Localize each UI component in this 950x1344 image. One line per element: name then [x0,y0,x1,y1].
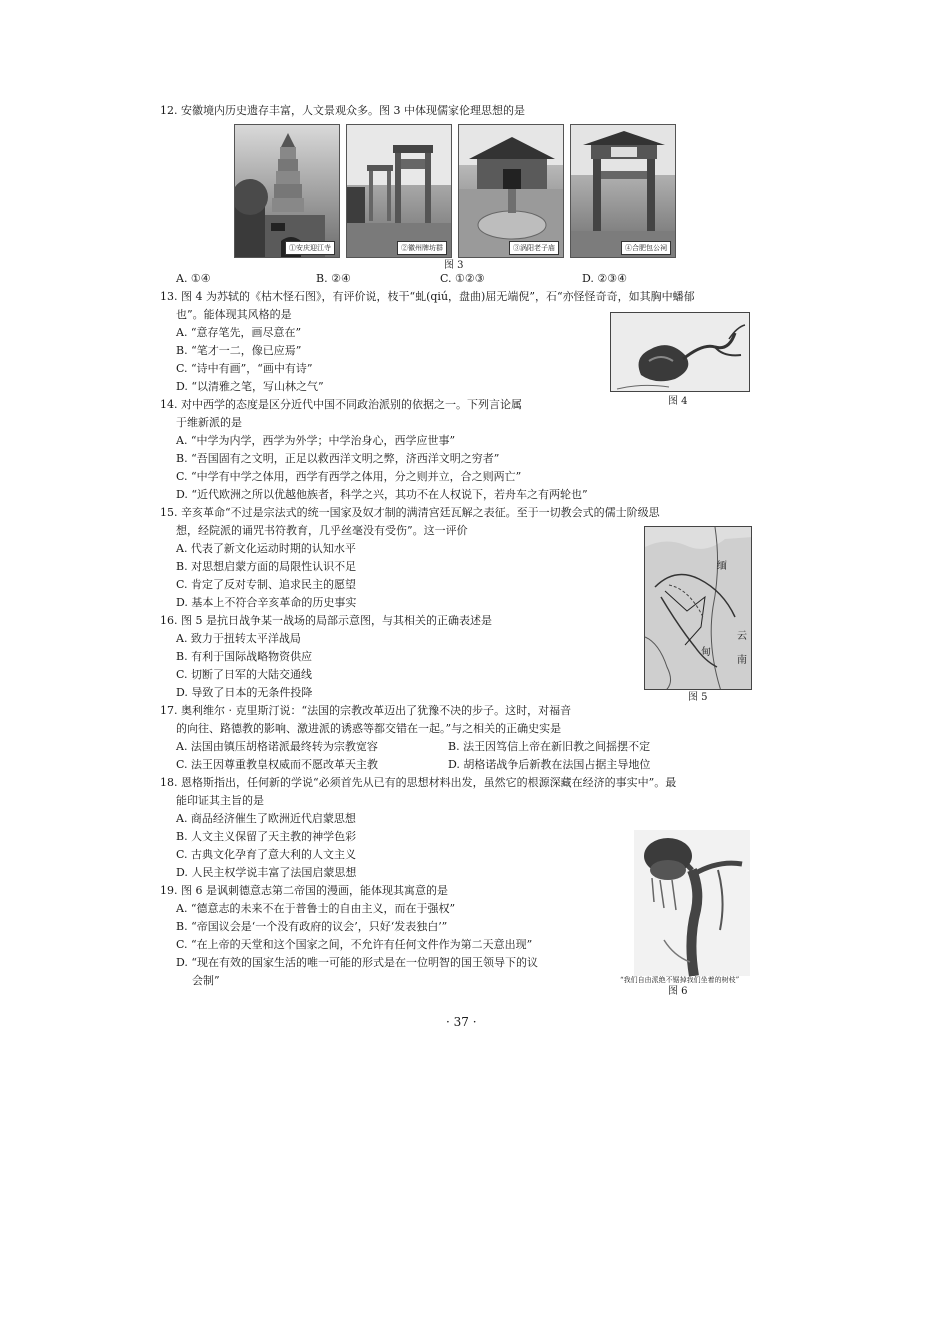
photo-huizhou-archways [346,124,452,258]
figure-6-label: 图 6 [668,986,688,997]
q12-stem: 12. 安徽境内历史遗存丰富，人文景观众多。图 3 中体现儒家伦理思想的是 [160,104,525,117]
q17-stem-line-1: 17. 奥利维尔 · 克里斯汀说：“法国的宗教改革迈出了犹豫不决的步子。这时，对福音 [160,704,572,717]
q12-option-d: D. ②③④ [582,272,628,285]
q13-stem-line-1: 13. 图 4 为苏轼的《枯木怪石图》，有评价说，枝干“虬(qiú，盘曲)屈无端倪”，石“亦怪怪奇奇，如其胸中蟠郁 [160,290,695,303]
q15-option-d: D. 基本上不符合辛亥革命的历史事实 [176,596,357,609]
q16-option-a: A. 致力于扭转太平洋战局 [176,632,301,645]
q19-stem: 19. 图 6 是讽刺德意志第二帝国的漫画，能体现其寓意的是 [160,884,448,897]
photo-caption-2: ②徽州牌坊群 [397,241,447,255]
q12-option-c: C. ①②③ [440,272,485,285]
photo-caption-1: ①安庆迎江寺 [285,241,335,255]
figure-6-caption: “我们自由派绝不锯掉我们坐着的树枝” [620,976,740,984]
map-label-mian: 缅 [717,561,727,572]
q17-option-b: B. 法王因笃信上帝在新旧教之间摇摆不定 [448,740,651,753]
q13-option-a: A. “意存笔先，画尽意在” [176,326,302,339]
figure-5-map [644,526,752,690]
q14-option-d: D. “近代欧洲之所以优越他族者，科学之兴，其功不在人权说下，若舟车之有两轮也” [176,488,588,501]
q14-option-b: B. “吾国固有之文明，正足以救西洋文明之弊，济西洋文明之穷者” [176,452,500,465]
photo-hefei-baogong-shrine [570,124,676,258]
q15-option-c: C. 肯定了反对专制、追求民主的愿望 [176,578,357,591]
figure-4-label: 图 4 [668,396,688,407]
q14-stem-line-2: 于维新派的是 [176,416,242,429]
q14-stem-line-1: 14. 对中西学的态度是区分近代中国不同政治派别的依据之一。下列言论属 [160,398,522,411]
q18-stem-line-1: 18. 恩格斯指出，任何新的学说“必须首先从已有的思想材料出发，虽然它的根源深藏在经济的事实中”。最 [160,776,677,789]
figure-6-cartoon [634,830,750,976]
figure-4-painting [610,312,750,392]
q15-option-a: A. 代表了新文化运动时期的认知水平 [176,542,356,555]
q12-option-a: A. ①④ [176,272,211,285]
q14-option-a: A. “中学为内学，西学为外学；中学治身心，西学应世事” [176,434,456,447]
q13-option-d: D. “以清雅之笔，写山林之气” [176,380,324,393]
q16-option-c: C. 切断了日军的大陆交通线 [176,668,313,681]
q18-option-b: B. 人文主义保留了天主教的神学色彩 [176,830,357,843]
q13-stem-line-2: 也”。能体现其风格的是 [176,308,292,321]
map-label-dian: 甸 [701,647,711,658]
q16-option-b: B. 有利于国际战略物资供应 [176,650,313,663]
map-label-nan: 南 [737,655,747,666]
page-number: · 37 · [446,1015,477,1029]
q16-option-d: D. 导致了日本的无条件投降 [176,686,313,699]
photo-caption-4: ④合肥包公祠 [621,241,671,255]
q15-stem-line-1: 15. 辛亥革命“不过是宗法式的统一国家及奴才制的满清宫廷瓦解之表征。至于一切教会式的儒士阶级思 [160,506,660,519]
q18-option-c: C. 古典文化孕育了意大利的人文主义 [176,848,357,861]
q19-option-b: B. “帝国议会是‘一个没有政府的议会’，只好‘发表独白’” [176,920,448,933]
q18-stem-line-2: 能印证其主旨的是 [176,794,264,807]
q19-option-d-continuation: 会制” [192,974,220,987]
q12-option-b: B. ②④ [316,272,351,285]
q17-option-d: D. 胡格诺战争后新教在法国占据主导地位 [448,758,651,771]
q17-option-c: C. 法王因尊重教皇权威而不愿改革天主教 [176,758,379,771]
q15-stem-line-2: 想，经院派的诵咒书符教育，几乎丝毫没有受伤”。这一评价 [176,524,468,537]
photo-anqing-yingjiang-temple [234,124,340,258]
photo-caption-3: ③涡阳老子庙 [509,241,559,255]
q13-option-c: C. “诗中有画”，“画中有诗” [176,362,313,375]
q17-option-a: A. 法国由镇压胡格诺派最终转为宗教宽容 [176,740,378,753]
map-label-yun: 云 [737,631,747,642]
q19-option-a: A. “德意志的未来不在于普鲁士的自由主义，而在于强权” [176,902,456,915]
q18-option-a: A. 商品经济催生了欧洲近代启蒙思想 [176,812,356,825]
q19-option-c: C. “在上帝的天堂和这个国家之间，不允许有任何文件作为第二天意出现” [176,938,533,951]
photo-guoyang-laozi-temple [458,124,564,258]
q14-option-c: C. “中学有中学之体用，西学有西学之体用，分之则并立，合之则两亡” [176,470,522,483]
q13-option-b: B. “笔才一二，像已应焉” [176,344,302,357]
q18-option-d: D. 人民主权学说丰富了法国启蒙思想 [176,866,357,879]
q15-option-b: B. 对思想启蒙方面的局限性认识不足 [176,560,357,573]
figure-5-label: 图 5 [688,692,708,703]
q17-stem-line-2: 的向往、路德教的影响、激进派的诱惑等都交错在一起。”与之相关的正确史实是 [176,722,562,735]
q16-stem: 16. 图 5 是抗日战争某一战场的局部示意图，与其相关的正确表述是 [160,614,492,627]
figure-3-photo-strip [234,124,676,258]
figure-3-label: 图 3 [444,260,464,271]
q19-option-d: D. “现在有效的国家生活的唯一可能的形式是在一位明智的国王领导下的议 [176,956,539,969]
